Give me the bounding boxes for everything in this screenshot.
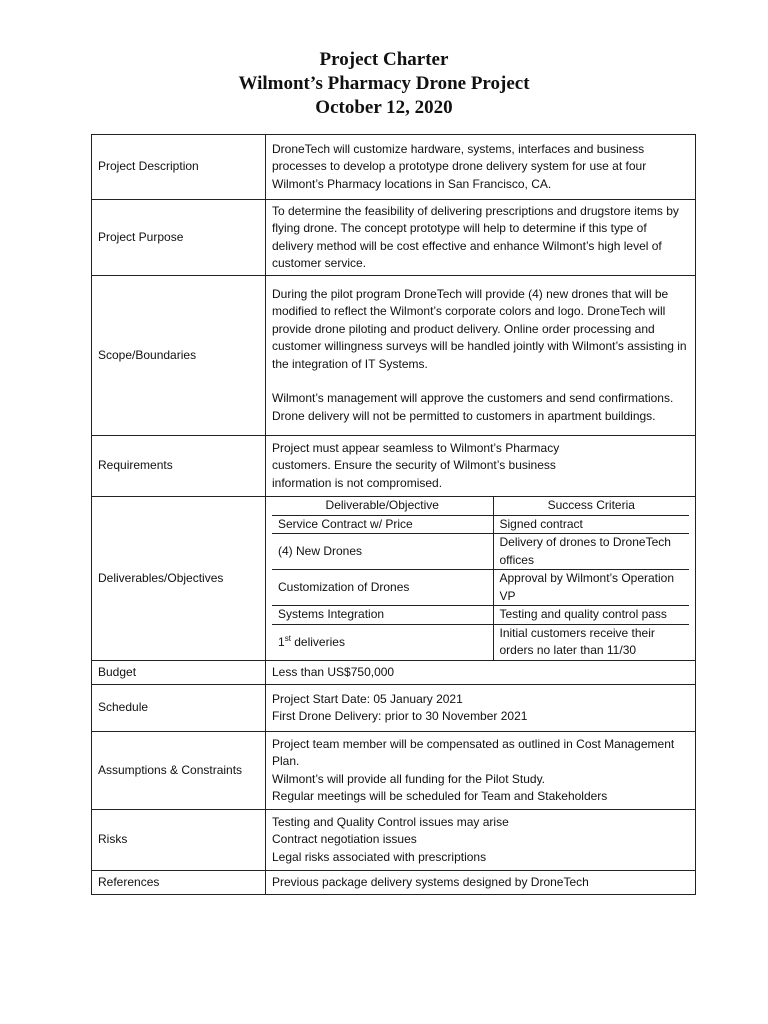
row-project-description <box>92 135 696 200</box>
row-schedule <box>92 685 696 732</box>
risk-line-3: Legal risks associated with prescriptions <box>272 849 487 864</box>
charter-table <box>91 134 696 895</box>
label-references: References <box>92 871 266 895</box>
label-project-purpose: Project Purpose <box>92 200 266 276</box>
value-budget: Less than US$750,000 <box>266 661 696 685</box>
deliverable-ordinal-suffix: st <box>284 633 291 643</box>
row-risks <box>92 810 696 871</box>
value-scope-boundaries <box>266 276 696 436</box>
row-requirements <box>92 436 696 497</box>
label-risks: Risks <box>92 810 266 871</box>
row-budget <box>92 661 696 685</box>
label-project-description: Project Description <box>92 135 266 200</box>
deliverable-row <box>272 606 689 625</box>
assumption-line-2: Wilmont’s will provide all funding for the Pilot Study. <box>272 771 546 786</box>
requirements-line-3: information is not compromised. <box>272 475 443 490</box>
deliverable-row <box>272 515 689 534</box>
label-deliverables-objectives: Deliverables/Objectives <box>92 497 266 661</box>
label-budget: Budget <box>92 661 266 685</box>
deliverable-ordinal-text: deliveries <box>290 634 345 649</box>
row-deliverables-objectives <box>92 497 696 661</box>
deliverable-ordinal-number: 1 <box>278 634 285 649</box>
row-references <box>92 871 696 895</box>
label-schedule: Schedule <box>92 685 266 732</box>
label-scope-boundaries: Scope/Boundaries <box>92 276 266 436</box>
criteria-cell: Approval by Wilmont’s Operation VP <box>493 570 689 606</box>
criteria-cell: Testing and quality control pass <box>493 606 689 625</box>
value-project-purpose: To determine the feasibility of delivering prescriptions and drugstore items by flying drone. The concept prototype will help to determine if this type of delivery method will be cost effective and enhance Wilmont’s high level of customer service. <box>266 200 696 276</box>
label-assumptions-constraints: Assumptions & Constraints <box>92 732 266 810</box>
criteria-cell: Delivery of drones to DroneTech offices <box>493 534 689 570</box>
document-title: Project Charter <box>319 49 449 70</box>
schedule-start-date: Project Start Date: 05 January 2021 <box>272 691 463 706</box>
deliverable-cell: Service Contract w/ Price <box>272 515 493 534</box>
deliverable-row <box>272 534 689 570</box>
charter-date: October 12, 2020 <box>315 97 453 118</box>
value-risks <box>266 810 696 871</box>
label-requirements: Requirements <box>92 436 266 497</box>
risk-line-1: Testing and Quality Control issues may arise <box>272 814 509 829</box>
row-assumptions-constraints <box>92 732 696 810</box>
deliverable-cell: Systems Integration <box>272 606 493 625</box>
value-assumptions-constraints <box>266 732 696 810</box>
criteria-cell: Initial customers receive their orders no later than 11/30 <box>493 624 689 660</box>
deliverables-header-row <box>272 497 689 515</box>
requirements-line-1: Project must appear seamless to Wilmont’s Pharmacy <box>272 440 560 455</box>
project-name-heading: Wilmont’s Pharmacy Drone Project <box>238 73 530 94</box>
deliverable-row <box>272 624 689 660</box>
schedule-first-delivery: First Drone Delivery: prior to 30 November 2021 <box>272 709 528 723</box>
assumption-line-1: Project team member will be compensated as outlined in Cost Management Plan. <box>272 736 675 768</box>
criteria-column-header: Success Criteria <box>493 497 689 515</box>
value-references: Previous package delivery systems designed by DroneTech <box>266 871 696 895</box>
row-scope-boundaries <box>92 276 696 436</box>
deliverable-row <box>272 570 689 606</box>
value-schedule <box>266 685 696 732</box>
row-project-purpose <box>92 200 696 276</box>
risk-line-2: Contract negotiation issues <box>272 832 417 847</box>
deliverables-table <box>272 497 689 660</box>
deliverable-column-header: Deliverable/Objective <box>272 497 493 515</box>
deliverable-cell <box>272 624 493 660</box>
requirements-line-2: customers. Ensure the security of Wilmont’s business <box>272 458 556 473</box>
value-deliverables-objectives <box>266 497 696 661</box>
deliverable-cell: Customization of Drones <box>272 570 493 606</box>
criteria-cell: Signed contract <box>493 515 689 534</box>
value-requirements <box>266 436 696 497</box>
scope-paragraph-2: Wilmont’s management will approve the customers and send confirmations. Drone delivery will not be permitted to customers in apartment buildings. <box>272 391 674 423</box>
deliverable-cell: (4) New Drones <box>272 534 493 570</box>
scope-paragraph-1: During the pilot program DroneTech will provide (4) new drones that will be modified to reflect the Wilmont’s corporate colors and logo. DroneTech will provide drone piloting and product delivery. Online order processing and customer willingness surveys will be handled jointly with Wilmont’s assisting in the integration of IT Systems. <box>272 286 687 371</box>
assumption-line-3: Regular meetings will be scheduled for Team and Stakeholders <box>272 789 608 803</box>
value-project-description: DroneTech will customize hardware, systems, interfaces and business processes to develop a prototype drone delivery system for use at four Wilmont’s Pharmacy locations in San Francisco, CA. <box>266 135 696 200</box>
